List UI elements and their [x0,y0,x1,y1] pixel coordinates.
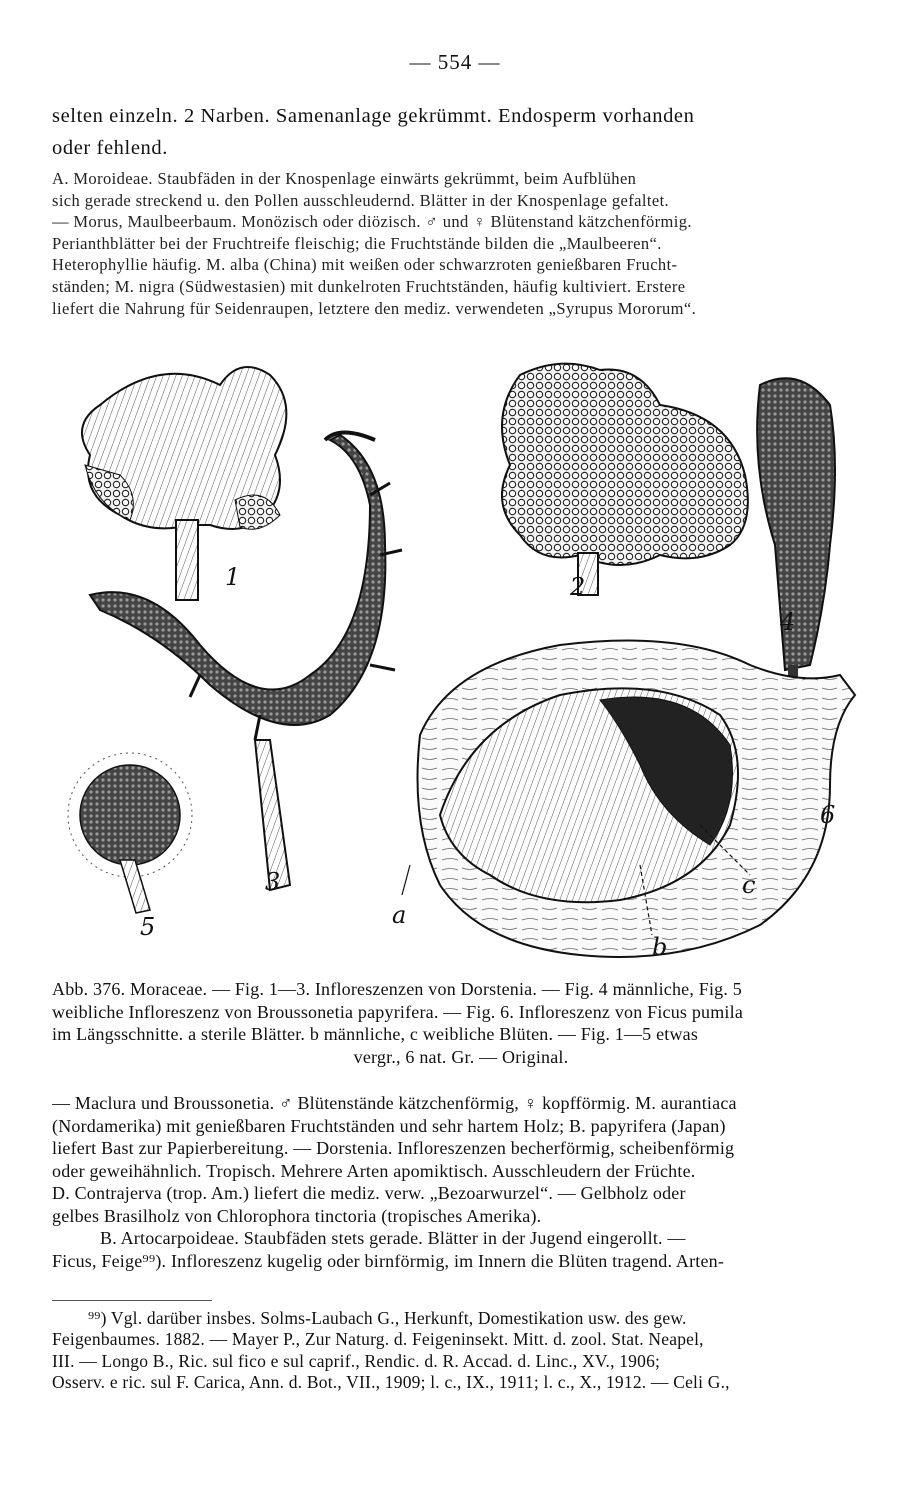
caption-line: im Längsschnitte. a sterile Blätter. b männliche, c weibliche Blüten. — Fig. 1—5 etwas [52,1024,699,1045]
footnote-line: III. — Longo B., Ric. sul fico e sul caprif., Rendic. d. R. Accad. d. Linc., XV., 1906; [52,1350,661,1371]
figure-label-6: 6 [820,801,836,829]
figure-label-2: 2 [570,573,586,601]
text-line: Perianthblätter bei der Fruchtreife fleischig; die Fruchtstände bilden die „Maulbeeren“. [52,233,662,253]
botanical-figure [40,345,880,970]
text-line: — Maclura und Broussonetia. ♂ Blütenstände kätzchenförmig, ♀ kopfförmig. M. aurantiaca [52,1093,737,1113]
text-line: — Morus, Maulbeerbaum. Monözisch oder diözisch. ♂ und ♀ Blütenstand kätzchenförmig. [52,212,692,232]
figure-label-c: c [742,871,756,899]
top-paragraph [52,100,870,164]
caption-line: vergr., 6 nat. Gr. — Original. [353,1047,569,1068]
text-line: A. Moroideae. Staubfäden in der Knospenlage einwärts gekrümmt, beim Aufblühen [52,169,637,188]
footnote-line: Osserv. e ric. sul F. Carica, Ann. d. Bot., VII., 1909; l. c., IX., 1911; l. c., X., 1912. — Celi G., [52,1372,730,1393]
page-number: — 554 — [409,50,501,74]
text-line: (Nordamerika) mit genießbaren Fruchtständen und sehr hartem Holz; B. papyrifera (Japan) [52,1115,726,1136]
text-line: Ficus, Feige⁹⁹). Infloreszenz kugelig oder birnförmig, im Innern die Blüten tragend. Arten- [52,1250,725,1271]
text-line: B. Artocarpoideae. Staubfäden stets gerade. Blätter in der Jugend eingerollt. — [100,1228,686,1248]
text-line: gelbes Brasilholz von Chlorophora tinctoria (tropisches Amerika). [52,1205,542,1226]
text-line: oder geweihähnlich. Tropisch. Mehrere Arten apomiktisch. Ausschleudern der Früchte. [52,1160,696,1181]
figure-6-drawing [402,641,855,958]
figure-4-drawing [757,378,835,705]
footnote [52,1308,870,1394]
footnote-line: Feigenbaumes. 1882. — Mayer P., Zur Naturg. d. Feigeninsekt. Mitt. d. zool. Stat. Neapel, [52,1329,704,1350]
footnote-line: ⁹⁹) Vgl. darüber insbes. Solms-Laubach G., Herkunft, Domestikation usw. des gew. [88,1308,687,1328]
text-line: ständen; M. nigra (Südwestasien) mit dunkelroten Fruchtständen, häufig kultiviert. Erstere [52,276,686,296]
figure-illustration [40,345,880,970]
text-line: oder fehlend. [52,137,168,159]
text-line: sich gerade streckend u. den Pollen ausschleudernd. Blätter in der Knospenlage gefaltet. [52,190,670,210]
figure-label-1: 1 [225,563,241,591]
caption-line: Abb. 376. Moraceae. — Fig. 1—3. Infloreszenzen von Dorstenia. — Fig. 4 männliche, Fig. 5 [52,979,742,999]
figure-label-b: b [652,933,668,961]
figure-caption [52,978,870,1069]
figure-1-drawing [82,367,286,600]
text-line: selten einzeln. 2 Narben. Samenanlage gekrümmt. Endosperm vorhanden [52,105,695,127]
caption-line: weibliche Infloreszenz von Broussonetia papyrifera. — Fig. 6. Infloreszenz von Ficus pumila [52,1001,744,1022]
figure-label-4: 4 [780,608,796,636]
body-paragraph [52,1092,870,1272]
footnote-divider [52,1300,212,1301]
figure-label-5: 5 [140,913,156,941]
section-moroideae [52,168,870,319]
figure-5-drawing [68,753,192,913]
figure-label-a: a [392,901,407,929]
figure-label-3: 3 [265,868,281,896]
figure-2-drawing [502,364,748,595]
text-line: liefert Bast zur Papierbereitung. — Dorstenia. Infloreszenzen becherförmig, scheibenförmig [52,1138,735,1158]
text-line: liefert die Nahrung für Seidenraupen, letztere den mediz. verwendeten „Syrupus Mororum“. [52,298,697,318]
text-line: D. Contrajerva (trop. Am.) liefert die mediz. verw. „Bezoarwurzel“. — Gelbholz oder [52,1183,686,1203]
text-line: Heterophyllie häufig. M. alba (China) mit weißen oder schwarzroten genießbaren Frucht- [52,255,678,275]
